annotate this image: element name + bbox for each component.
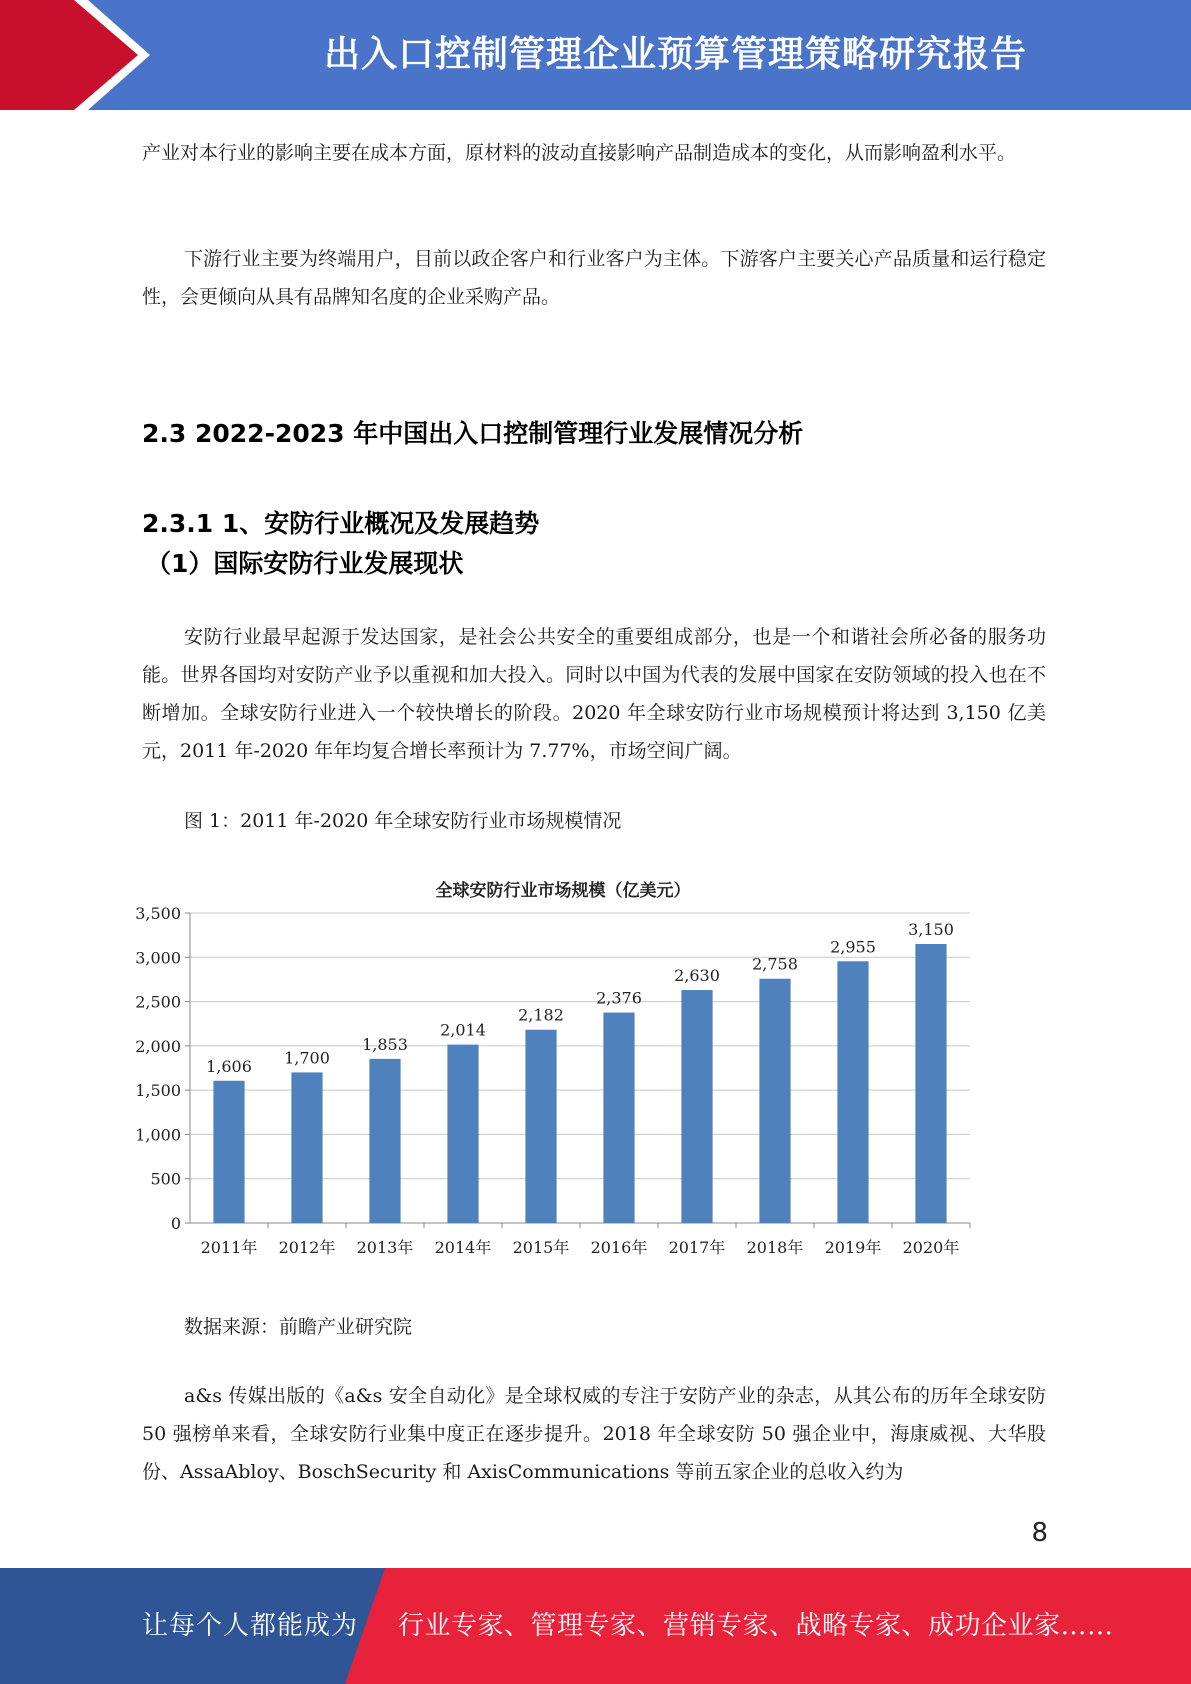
bar-value-label: 3,150 xyxy=(908,920,954,939)
bar-2016年 xyxy=(603,1013,634,1223)
page-number: 8 xyxy=(1031,1518,1048,1548)
x-tick-label: 2020年 xyxy=(902,1238,960,1257)
x-tick-label: 2014年 xyxy=(434,1238,492,1257)
bar-value-label: 1,700 xyxy=(284,1048,330,1068)
bar-value-label: 2,758 xyxy=(752,954,798,974)
figure-caption: 图 1：2011 年-2020 年全球安防行业市场规模情况 xyxy=(184,810,622,832)
footer-slogan-left: 让每个人都能成为 xyxy=(142,1611,359,1641)
x-tick-label: 2019年 xyxy=(824,1238,882,1257)
report-title: 出入口控制管理企业预算管理策略研究报告 xyxy=(323,34,1027,75)
data-source-note: 数据来源：前瞻产业研究院 xyxy=(184,1316,413,1338)
paragraph-security-industry: 安防行业最早起源于发达国家，是社会公共安全的重要组成部分，也是一个和谐社会所必备的服务功能。世界各国均对安防产业予以重视和加大投入。同时以中国为代表的发展中国家在安防领域的投入也在不断增加。全球安防行业进入一个较快增长的阶段。2020 年全球安防行业市场规模预计将达到 3,150 亿美元，2011 年-2020 年年均复合增长率预计为 7.77%，市场空间广阔。 xyxy=(142,626,1046,762)
subsection-heading-international: （1）国际安防行业发展现状 xyxy=(146,549,464,578)
y-tick-label: 1,000 xyxy=(135,1125,181,1145)
page-footer xyxy=(0,1568,1191,1684)
paragraph-upstream: 产业对本行业的影响主要在成本方面，原材料的波动直接影响产品制造成本的变化，从而影响盈利水平。 xyxy=(142,142,1017,164)
x-tick-label: 2011年 xyxy=(200,1238,258,1257)
bar-2018年 xyxy=(759,979,790,1223)
bar-2020年 xyxy=(915,944,946,1223)
bar-value-label: 2,376 xyxy=(596,988,642,1008)
bar-2015年 xyxy=(525,1030,556,1223)
bar-2019年 xyxy=(837,961,868,1223)
market-size-bar-chart xyxy=(130,868,990,1268)
chart-bars xyxy=(213,944,946,1223)
paragraph-top50: a&s 传媒出版的《a&s 安全自动化》是全球权威的专注于安防产业的杂志，从其公布的历年全球安防 50 强榜单来看，全球安防行业集中度正在逐步提升。2018 年全球安防 50 强企业中，海康威视、大华股份、AssaAbloy、BoschSecurity 和 AxisCommunications 等前五家企业的总收入约为 xyxy=(142,1385,1046,1483)
bar-2017年 xyxy=(681,990,712,1223)
y-tick-label: 3,000 xyxy=(135,948,181,968)
x-tick-label: 2017年 xyxy=(668,1238,726,1257)
y-tick-label: 0 xyxy=(170,1214,181,1233)
bar-2013年 xyxy=(369,1059,400,1223)
bar-value-label: 1,606 xyxy=(206,1056,252,1076)
bar-value-label: 2,014 xyxy=(440,1020,486,1040)
bar-value-label: 2,630 xyxy=(674,966,720,986)
header-red-chevron xyxy=(0,0,138,110)
bar-2011年 xyxy=(213,1081,244,1223)
x-tick-label: 2012年 xyxy=(278,1238,336,1257)
y-tick-label: 2,500 xyxy=(135,992,181,1012)
y-tick-label: 500 xyxy=(150,1169,181,1189)
chart-title: 全球安防行业市场规模（亿美元） xyxy=(435,881,691,901)
x-tick-label: 2015年 xyxy=(512,1238,570,1257)
bar-2012年 xyxy=(291,1072,322,1223)
x-tick-label: 2013年 xyxy=(356,1238,414,1257)
y-tick-label: 3,500 xyxy=(135,904,181,923)
bar-value-label: 2,182 xyxy=(518,1005,564,1025)
paragraph-downstream: 下游行业主要为终端用户，目前以政企客户和行业客户为主体。下游客户主要关心产品质量和运行稳定性，会更倾向从具有品牌知名度的企业采购产品。 xyxy=(142,248,1046,308)
page-header xyxy=(0,0,1191,110)
footer-slogan-right: 行业专家、管理专家、营销专家、战略专家、成功企业家…… xyxy=(398,1611,1114,1641)
section-heading-2-3: 2.3 2022-2023 年中国出入口控制管理行业发展情况分析 xyxy=(142,419,804,448)
subsection-heading-2-3-1: 2.3.1 1、安防行业概况及发展趋势 xyxy=(142,509,540,538)
x-tick-label: 2016年 xyxy=(590,1238,648,1257)
x-tick-label: 2018年 xyxy=(746,1238,804,1257)
bar-2014年 xyxy=(447,1045,478,1223)
y-tick-label: 2,000 xyxy=(135,1036,181,1056)
bar-value-label: 2,955 xyxy=(830,937,876,957)
bar-value-label: 1,853 xyxy=(362,1034,408,1054)
y-tick-label: 1,500 xyxy=(135,1081,181,1101)
